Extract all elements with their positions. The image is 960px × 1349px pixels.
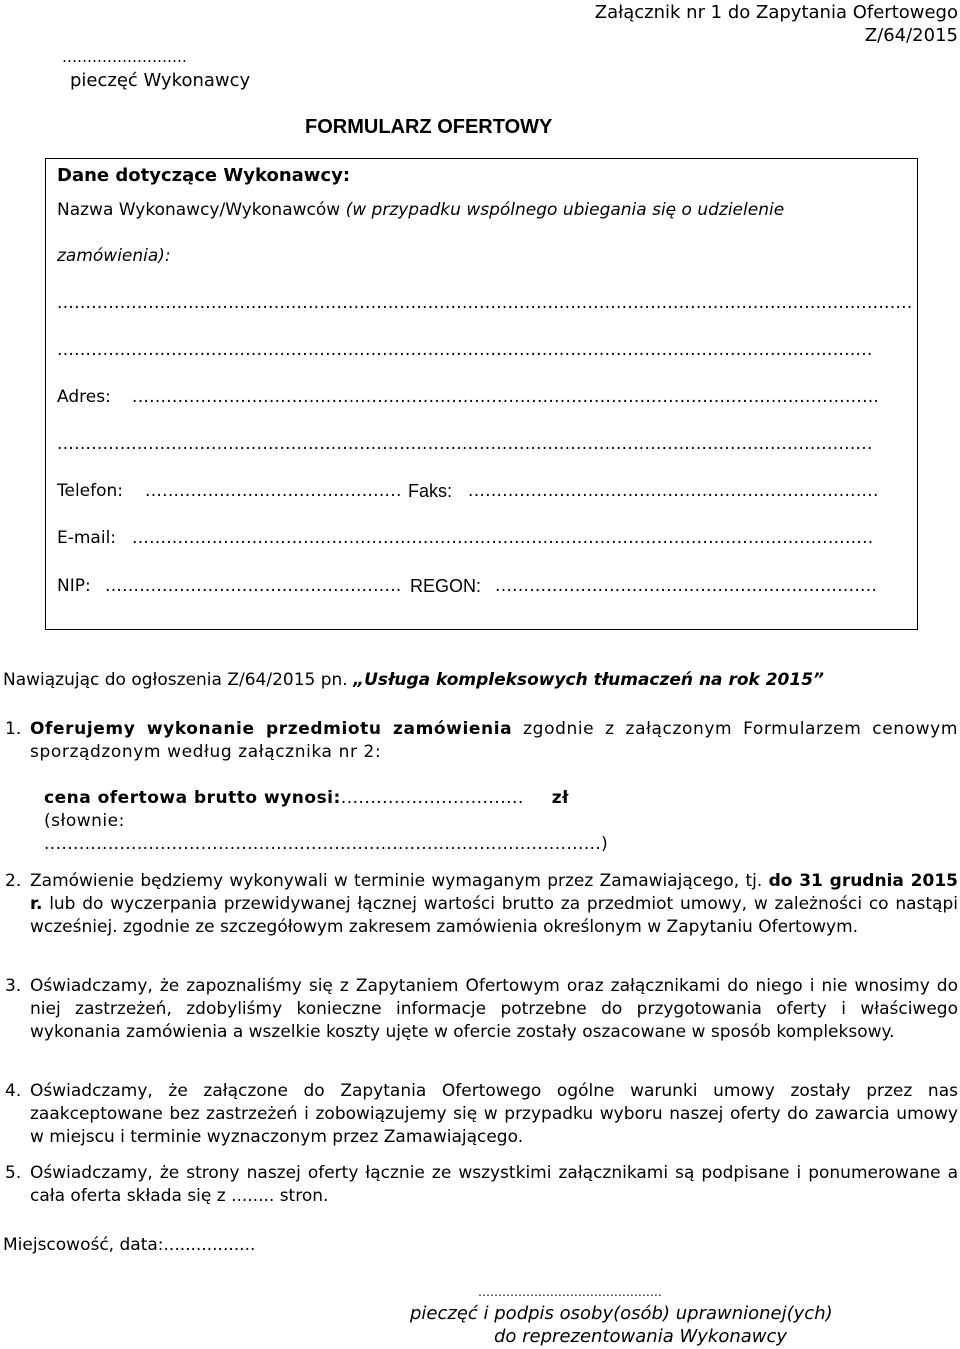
regon-label: REGON: xyxy=(410,576,482,596)
price-dots[interactable]: ............................... xyxy=(340,788,524,808)
item1-rest: zgodnie z załączonym Formularzem cenowym sporządzonym według załącznika nr 2: xyxy=(30,719,958,762)
reference-title: „Usługa kompleksowych tłumaczeń na rok 2015” xyxy=(353,670,824,690)
price-words-label: (słownie: xyxy=(44,811,125,831)
signature-dots: …………….………………………… xyxy=(478,1285,662,1299)
nip-label: NIP: xyxy=(57,576,91,596)
item3-text: Oświadczamy, że zapoznaliśmy się z Zapytaniem Ofertowym oraz załącznikami do niego i nie wnosimy do niej zastrzeżeń, zdobyliśmy konieczne informacje potrzebne do przygotowania oferty i właściwego wykonania zamówienia a wszelkie koszty ujęte w ofercie zostały oszacowane w sposób kompleksowy. xyxy=(30,976,958,1042)
address-field-1[interactable] xyxy=(132,387,877,407)
item1-bold: Oferujemy wykonanie przedmiotu zamówienia xyxy=(30,719,513,739)
regon-field[interactable] xyxy=(495,576,875,596)
item3-number: 3. xyxy=(5,976,22,996)
item5-number: 5. xyxy=(5,1163,22,1183)
item2-text-a: Zamówienie będziemy wykonywali w terminie wymaganym przez Zamawiającego, tj. xyxy=(30,871,763,891)
item4-text: Oświadczamy, że załączone do Zapytania Ofertowego ogólne warunki umowy zostały przez nas zaakceptowane bez zastrzeżeń i zobowiązujemy się w przypadku wyboru naszej oferty do zawarcia umowy w miejscu i terminie wyznaczonym przez Zamawiającego. xyxy=(30,1081,958,1147)
item1-number: 1. xyxy=(5,719,22,739)
item5-text: Oświadczamy, że strony naszej oferty łącznie ze wszystkimi załącznikami są podpisane i ponumerowane a cała oferta składa się z ........ stron. xyxy=(30,1163,958,1206)
reference-line xyxy=(3,670,824,690)
price-row xyxy=(44,788,569,808)
seal-dots: ……………………. xyxy=(62,48,187,66)
phone-field[interactable] xyxy=(145,481,400,501)
email-field[interactable] xyxy=(132,528,872,548)
fax-label: Faks: xyxy=(408,481,453,501)
price-label: cena ofertowa brutto wynosi: xyxy=(44,788,341,808)
annex-line1: Załącznik nr 1 do Zapytania Ofertowego xyxy=(594,2,958,23)
price-currency: zł xyxy=(551,788,569,808)
phone-label: Telefon: xyxy=(57,481,124,501)
contractor-name-row xyxy=(57,200,784,220)
contractor-name-line-2[interactable] xyxy=(57,340,872,360)
nip-field[interactable] xyxy=(105,576,400,596)
item1-text xyxy=(30,718,958,764)
place-date[interactable]: Miejscowość, data:................. xyxy=(3,1235,256,1255)
email-label: E-mail: xyxy=(57,528,117,548)
contractor-name-note: (w przypadku wspólnego ubiegania się o udzielenie xyxy=(345,200,785,220)
fax-field[interactable] xyxy=(468,481,878,501)
item2-number: 2. xyxy=(5,871,22,891)
price-words-dots[interactable]: ................................................................................................) xyxy=(44,834,609,854)
contractor-name-line-1[interactable] xyxy=(57,293,912,313)
contractor-name-label: Nazwa Wykonawcy/Wykonawców xyxy=(57,200,341,220)
annex-line2: Z/64/2015 xyxy=(864,25,958,46)
item4-number: 4. xyxy=(5,1081,22,1101)
item2-bold: do 31 grudnia 2015 r. xyxy=(30,871,958,914)
address-field-2[interactable] xyxy=(57,434,872,454)
item2-text-b: lub do wyczerpania przewidywanej łącznej wartości brutto za przedmiot umowy, w zależności co nastąpi wcześniej. zgodnie ze szczegółowym zakresem zamówienia określonym w Zapytaniu Ofertowym. xyxy=(30,894,958,937)
reference-prefix: Nawiązując do ogłoszenia Z/64/2015 pn. xyxy=(3,670,348,690)
signature-line2: do reprezentowania Wykonawcy xyxy=(494,1326,788,1347)
seal-label: pieczęć Wykonawcy xyxy=(70,70,251,91)
form-title: FORMULARZ OFERTOWY xyxy=(305,116,553,138)
contractor-heading: Dane dotyczące Wykonawcy: xyxy=(57,165,351,186)
contractor-name-note2: zamówienia): xyxy=(57,246,171,266)
signature-line1: pieczęć i podpis osoby(osób) uprawnionej(ych) xyxy=(410,1303,833,1324)
item2-text xyxy=(30,870,958,939)
address-label: Adres: xyxy=(57,387,111,407)
